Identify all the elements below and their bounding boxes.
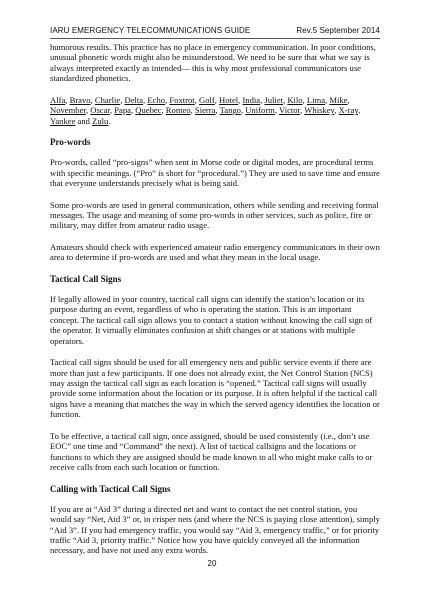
phonetic-word-echo: Echo [147,94,166,105]
paragraph-pro-words-local: Amateurs should check with experienced amateur radio emergency communicators in their own area to determine if pro-words are used and what they mean in the local usage. [50,241,380,263]
phonetic-word-victor: Victor [279,105,301,116]
page-number: 20 [207,559,217,568]
paragraph-tactical-usage: Tactical call signs should be used for all emergency nets and public service events if there are more than just a few participants. If one does not already exist, the Net Control Station (NCS) may assign the tactical call sign as each location is “opened.” Tactical call signs will usually provide some information about the location or its purpose. It is often helpful if the tactical call signs have a meaning that matches the way in which the served agency identifies the location or function. [50,357,380,420]
phonetic-word-delta: Delta [124,94,144,105]
phonetic-word-alfa: Alfa [50,94,66,105]
phonetic-word-foxtrot: Foxtrot [169,94,195,105]
phonetic-word-oscar: Oscar [90,105,110,116]
paragraph-tactical-consistency: To be effective, a tactical call sign, once assigned, should be used consistently (i.e., don’t use EOC” one time and “Command” the next). A list of tactical callsigns and the locations or functions to which they are assigned should be made known to all who might make calls to or receive calls from each such location or function. [50,430,373,473]
phonetic-alphabet-list: Alfa, Bravo, Charlie, Delta, Echo, Foxtrot, Golf, Hotel, India, Juliet, Kilo, Lima, Mike, November, Oscar, Papa, Quebec, Romeo, Sierra, Tango, Uniform, Victor, Whiskey, X-ray, Yankee and Zulu. [50,94,361,126]
phonetic-word-zulu: Zulu [92,115,109,126]
paragraph-pro-words-usage: Some pro-words are used in general communication, others while sending and receiving formal messages. The usage and meaning of some pro-words in other services, such as police, fire or military, may differ from amateur radio usage. [50,199,379,231]
phonetic-word-juliet: Juliet [264,94,284,105]
phonetic-word-lima: Lima [306,94,326,105]
phonetic-word-quebec: Quebec [135,105,162,116]
revision-date: Rev.5 September 2014 [296,26,380,35]
phonetic-word-yankee: Yankee [50,115,76,126]
phonetic-word-kilo: Kilo [287,94,303,105]
paragraph-humorous: humorous results. This practice has no place in emergency communication. In poor conditions, unusual phonetic words might also be misunderstood. We need to be sure that what we say is always interpreted exactly as intended— this is why most professional communicators use standardized phonetics. [50,42,376,84]
header-rule [50,38,380,39]
phonetic-word-charlie: Charlie [94,94,121,105]
guide-title: IARU EMERGENCY TELECOMMUNICATIONS GUIDE [50,26,251,35]
paragraph-calling-example: If you are at “Aid 3” during a directed net and want to contact the net control station, you would say “Net, Aid 3” or, in crisper nets (and where the NCS is paying close attention), simply “Aid 3”. If you had emergency traffic, you would say “Aid 3, emergency traffic,” or for priority traffic “Aid 3, priority traffic.” Notice how you have quickly conveyed all the information necessary, and have not used any extra words. [50,503,380,556]
heading-calling-tactical: Calling with Tactical Call Signs [50,483,171,494]
phonetic-word-india: India [242,94,261,105]
phonetic-word-papa: Papa [114,105,131,116]
phonetic-word-romeo: Romeo [165,105,191,116]
phonetic-word-bravo: Bravo [69,94,91,105]
paragraph-pro-words-definition: Pro-words, called “pro-signs” when sent in Morse code or digital modes, are procedural terms with specific meanings. (“Pro” is short for “procedural.”) They are used to save time and ensure that everyone understands precisely what is being said. [50,157,380,189]
phonetic-word-whiskey: Whiskey [304,105,335,116]
phonetic-word-mike: Mike [329,94,348,105]
heading-tactical-call-signs: Tactical Call Signs [50,273,122,284]
phonetic-word-x-ray: X-ray [338,105,359,116]
paragraph-tactical-intro: If legally allowed in your country, tactical call signs can identify the station’s location or its purpose during an event, regardless of who is operating the station. This is an important concept. The tactical call sign allows you to contact a station without knowing the call sign of the operator. It virtually eliminates confusion at shift changes or at stations with multiple operators. [50,293,373,346]
phonetic-word-november: November [50,105,86,116]
page-body [50,42,380,567]
phonetic-word-sierra: Sierra [194,105,216,116]
phonetic-word-uniform: Uniform [245,105,275,116]
phonetic-word-tango: Tango [219,105,241,116]
phonetic-word-golf: Golf [198,94,215,105]
phonetic-word-hotel: Hotel [219,94,239,105]
heading-pro-words: Pro-words [50,137,91,148]
